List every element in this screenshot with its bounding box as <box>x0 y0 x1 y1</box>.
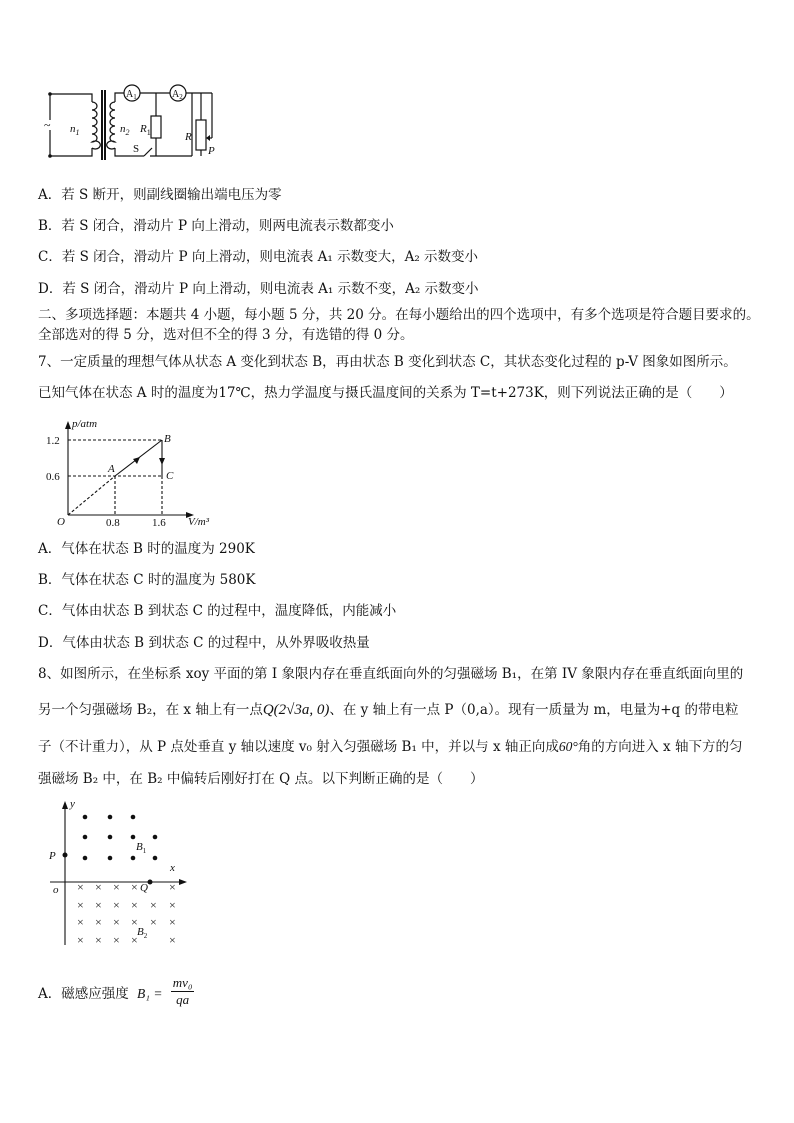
x-tick-0-8: 0.8 <box>106 517 120 529</box>
point-a-label: A <box>108 463 115 475</box>
svg-text:×: × <box>77 915 84 929</box>
q8-stem-line1: 8、如图所示，在坐标系 xoy 平面的第 I 象限内存在垂直纸面向外的匀强磁场 B₁，在第 IV 象限内存在垂直纸面向里的 <box>38 666 744 682</box>
r1-label: $R_1$ <box>140 123 151 137</box>
point-q-label: Q <box>140 882 148 894</box>
svg-text:×: × <box>131 898 138 912</box>
svg-text:×: × <box>169 933 176 947</box>
x-tick-1-6: 1.6 <box>152 517 166 529</box>
v-axis-label: V/m³ <box>188 516 210 528</box>
q8-stem-line3: 子（不计重力），从 P 点处垂直 y 轴以速度 v₀ 射入匀强磁场 B₁ 中，并以与 x 轴正向成60°角的方向进入 x 轴下方的匀 <box>38 739 743 755</box>
section2-line2: 全部选对的得 5 分，选对但不全的得 3 分，有选错的得 0 分。 <box>38 327 414 343</box>
a2-label: $A_2$ <box>172 89 183 101</box>
svg-text:×: × <box>169 880 176 894</box>
circuit-tilde: ~ <box>44 118 51 132</box>
a1-label: $A_1$ <box>126 89 137 101</box>
b2-label: $B_2$ <box>137 926 148 940</box>
origin-o-label: o <box>53 884 59 896</box>
q8-stem-line2: 另一个匀强磁场 B₂，在 x 轴上有一点Q(2√3a, 0)、在 y 轴上有一点 P（0,a）。现有一质量为 m，电量为+q 的带电粒 <box>38 702 739 718</box>
transformer-circuit-diagram <box>40 80 230 170</box>
point-c-label: C <box>166 470 174 482</box>
s-label: S <box>133 143 140 155</box>
svg-text:×: × <box>113 933 120 947</box>
svg-text:×: × <box>95 915 102 929</box>
svg-text:×: × <box>113 880 120 894</box>
svg-text:×: × <box>113 898 120 912</box>
pv-graph <box>40 415 230 530</box>
x-axis-label: x <box>170 862 175 874</box>
svg-text:×: × <box>77 933 84 947</box>
y-axis-label: y <box>70 798 75 810</box>
angle-60: 60° <box>558 739 578 754</box>
svg-text:×: × <box>150 915 157 929</box>
r-label: R <box>185 131 192 143</box>
svg-text:×: × <box>169 898 176 912</box>
b1-label: $B_1$ <box>136 841 147 855</box>
svg-text:×: × <box>131 880 138 894</box>
svg-text:×: × <box>77 880 84 894</box>
origin-label: O <box>57 516 65 528</box>
q7-stem-line2: 已知气体在状态 A 时的温度为17℃，热力学温度与摄氏温度间的关系为 T=t+273K，则下列说法正确的是（ ） <box>38 385 733 401</box>
q7-stem-line1: 7、一定质量的理想气体从状态 A 变化到状态 B，再由状态 B 变化到状态 C，其状态变化过程的 p-V 图象如图所示。 <box>38 354 737 370</box>
svg-text:×: × <box>77 898 84 912</box>
q6-option-d: D．若 S 闭合，滑动片 P 向上滑动，则电流表 A₁ 示数不变，A₂ 示数变小 <box>38 281 479 297</box>
svg-text:×: × <box>169 915 176 929</box>
magnetic-field-diagram <box>40 795 200 955</box>
q8-option-a: A．磁感应强度 B₁ = $\frac{\text{mv₀}}{qa}$ <box>38 975 193 1007</box>
section2-line1: 二、多项选择题：本题共 4 小题，每小题 5 分，共 20 分。在每小题给出的四个选项中，有多个选项是符合题目要求的。 <box>38 307 760 323</box>
p-label: P <box>208 145 215 157</box>
point-p-label: P <box>49 850 56 862</box>
y-tick-1-2: 1.2 <box>46 435 60 447</box>
svg-text:×: × <box>95 933 102 947</box>
q6-option-b: B．若 S 闭合，滑动片 P 向上滑动，则两电流表示数都变小 <box>38 218 394 234</box>
svg-text:×: × <box>95 880 102 894</box>
n1-label: $n_1$ <box>70 123 80 137</box>
svg-text:×: × <box>113 915 120 929</box>
svg-text:×: × <box>131 915 138 929</box>
q7-option-d: D．气体由状态 B 到状态 C 的过程中，从外界吸收热量 <box>38 635 370 651</box>
y-tick-0-6: 0.6 <box>46 471 60 483</box>
q7-option-a: A．气体在状态 B 时的温度为 290K <box>38 541 255 557</box>
svg-text:×: × <box>150 898 157 912</box>
n2-label: $n_2$ <box>120 123 130 137</box>
point-b-label: B <box>164 433 171 445</box>
fraction-mv0-over-qa: $\frac{\text{mv₀}}{qa}$ <box>172 975 193 1007</box>
q7-option-b: B．气体在状态 C 时的温度为 580K <box>38 572 256 588</box>
svg-text:×: × <box>131 933 138 947</box>
p-axis-label: p/atm <box>72 418 98 430</box>
q-point-formula: Q(2√3a, 0) <box>262 702 330 718</box>
q6-option-c: C．若 S 闭合，滑动片 P 向上滑动，则电流表 A₁ 示数变大，A₂ 示数变小 <box>38 249 479 265</box>
b1-equals: B₁ = <box>137 986 163 1001</box>
svg-text:×: × <box>95 898 102 912</box>
q7-option-c: C．气体由状态 B 到状态 C 的过程中，温度降低，内能减小 <box>38 603 397 619</box>
q6-option-a: A．若 S 断开，则副线圈输出端电压为零 <box>38 187 282 203</box>
q8-stem-line4: 强磁场 B₂ 中，在 B₂ 中偏转后刚好打在 Q 点。以下判断正确的是（ ） <box>38 771 484 787</box>
